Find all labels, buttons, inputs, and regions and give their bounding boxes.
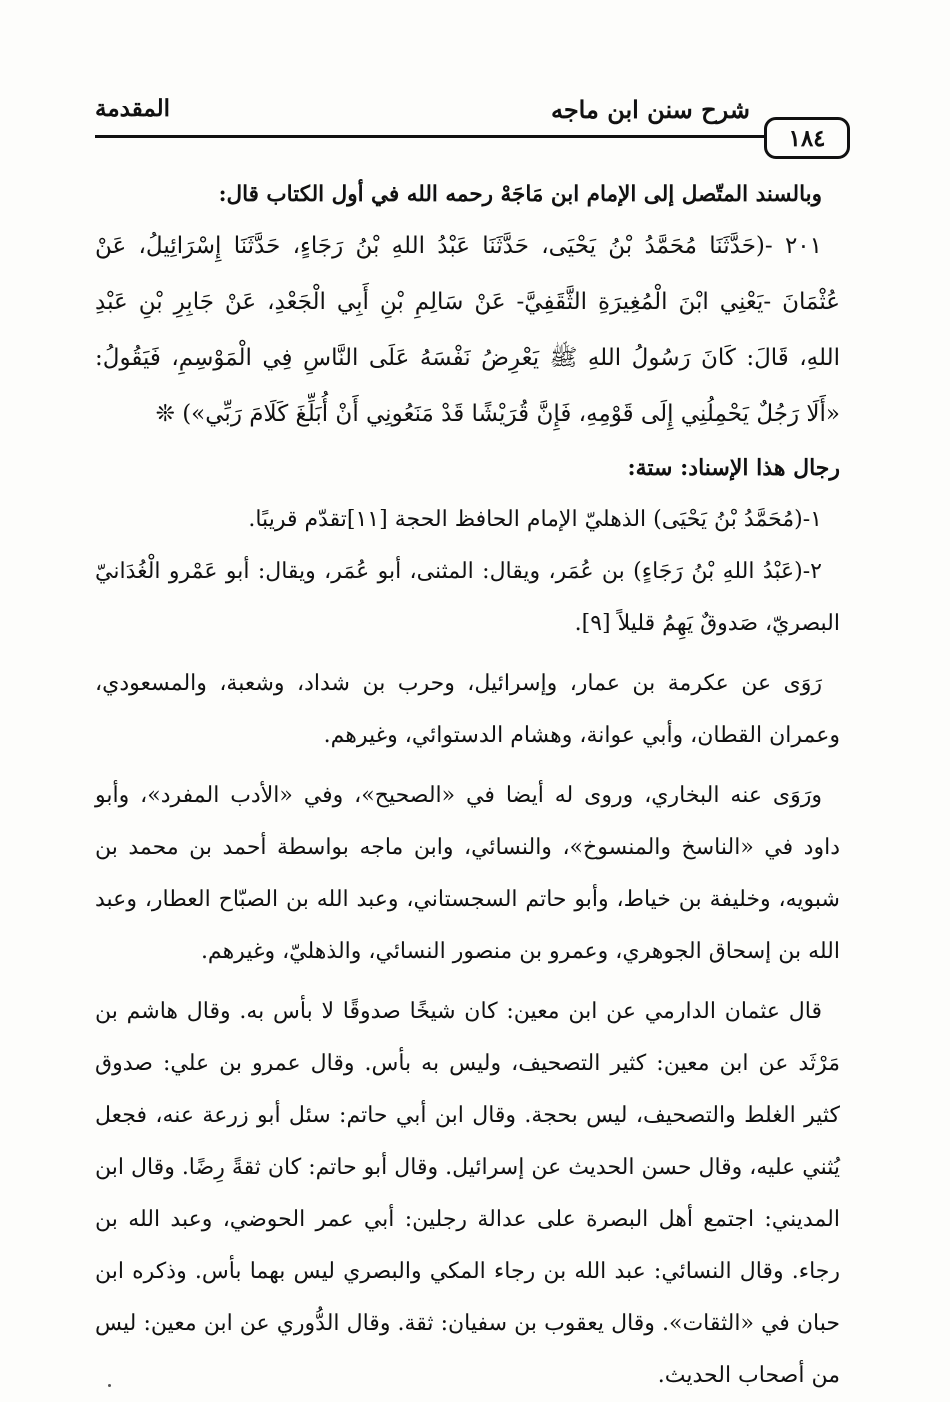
page-body [95, 172, 840, 1402]
scan-speck [108, 1384, 111, 1387]
body-paragraph: قال عثمان الدارمي عن ابن معين: كان شيخًا صدوقًا لا بأس به. وقال هاشم بن مَرْثَد عن ابن معين: كثير التصحيف، وليس به بأس. وقال عمرو بن علي: صدوق كثير الغلط والتصحيف، ليس بحجة. وقال ابن أبي حاتم: سئل أبو زرعة عنه، فجعل يُثني عليه، وقال حسن الحديث عن إسرائيل. وقال أبو حاتم: كان ثقةً رِضًا. وقال ابن المديني: اجتمع أهل البصرة على عدالة رجلين: أبي عمر الحوضي، وعبد الله بن رجاء. وقال النسائي: عبد الله بن رجاء المكي والبصري ليس بهما بأس. وذكره ابن حبان في «الثقات». وقال يعقوب بن سفيان: ثقة. وقال الدُّوري عن ابن معين: ليس من أصحاب الحديث. [95, 999, 840, 1388]
narrator-entry: ١-(مُحَمَّدُ بْنُ يَحْيَى) الذهليّ الإمام الحافظ الحجة [١١]تقدّم قريبًا. [248, 507, 822, 532]
book-title: شرح سنن ابن ماجه [550, 95, 750, 124]
page-number: ١٨٤ [764, 117, 850, 159]
running-header [95, 95, 850, 155]
section-title: المقدمة [95, 95, 171, 122]
header-rule [95, 135, 768, 138]
narrator-entry: ٢-(عَبْدُ اللهِ بْنُ رَجَاءٍ) بن عُمَر، ويقال: المثنى، أبو عُمَر، ويقال: أبو عَمْرو الْغُدَانيّ البصريّ، صَدوقٌ يَهِمُ قليلاً [٩]. [95, 559, 840, 636]
hadith-text: ٢٠١ -(حَدَّثَنَا مُحَمَّدُ بْنُ يَحْيَى، حَدَّثَنَا عَبْدُ اللهِ بْنُ رَجَاءٍ، حَدَّثَنَا إِسْرَائِيلُ، عَنْ عُثْمَانَ -يَعْنِي ابْنَ الْمُغِيرَةِ الثَّقَفِيَّ- عَنْ سَالِمِ بْنِ أَبِي الْجَعْدِ، عَنْ جَابِرِ بْنِ عَبْدِ اللهِ، قَالَ: كَانَ رَسُولُ اللهِ ﷺ يَعْرِضُ نَفْسَهُ عَلَى النَّاسِ فِي الْمَوْسِمِ، فَيَقُولُ: «أَلَا رَجُلٌ يَحْمِلُنِي إِلَى قَوْمِهِ، فَإِنَّ قُرَيْشًا قَدْ مَنَعُونِي أَنْ أُبَلِّغَ كَلَامَ رَبِّي») ❊ [95, 233, 840, 427]
body-paragraph: رَوَى عن عكرمة بن عمار، وإسرائيل، وحرب بن شداد، وشعبة، والمسعودي، وعمران القطان، وأبي عوانة، وهشام الدستوائي، وغيرهم. [95, 671, 840, 748]
narrators-heading: رجال هذا الإسناد: ستة: [627, 455, 840, 481]
body-paragraph: ورَوَى عنه البخاري، وروى له أيضا في «الصحيح»، وفي «الأدب المفرد»، وأبو داود في «الناسخ والمنسوخ»، والنسائي، وابن ماجه بواسطة أحمد بن محمد بن شبويه، وخليفة بن خياط، وأبو حاتم السجستاني، وعبد الله بن الصبّاح العطار، وعبد الله بن إسحاق الجوهري، وعمرو بن منصور النسائي، والذهليّ، وغيرهم. [95, 783, 840, 964]
chain-intro: وبالسند المتّصل إلى الإمام ابن مَاجَهْ رحمه الله في أول الكتاب قال: [218, 182, 822, 207]
